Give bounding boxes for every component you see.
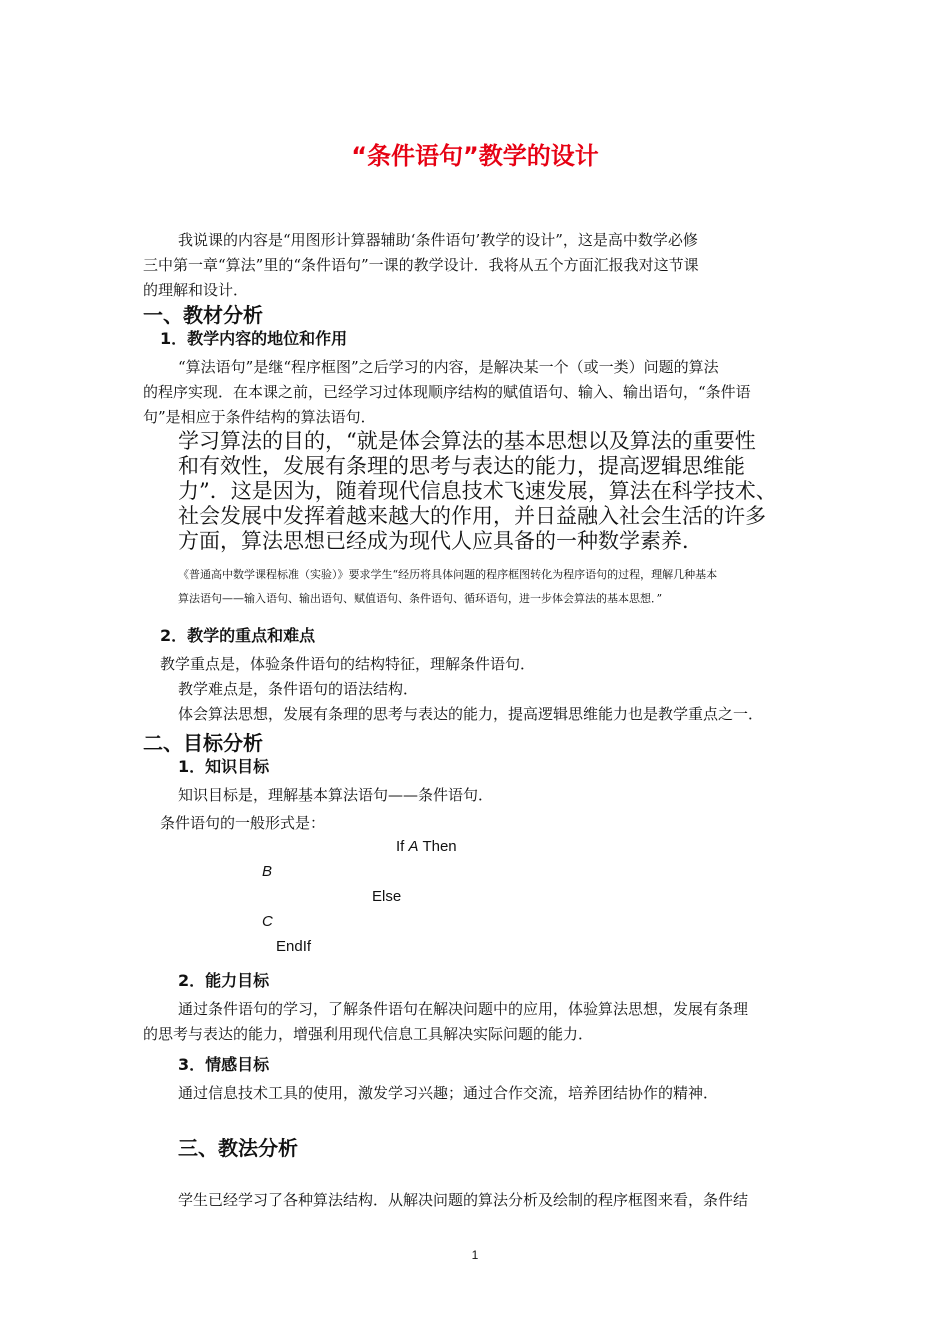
teaching-method-para: 学生已经学习了各种算法结构．从解决问题的算法分析及绘制的程序框图来看，条件结 bbox=[178, 1191, 749, 1209]
code-then-keyword: Then bbox=[422, 838, 457, 855]
emotion-goal: 通过信息技术工具的使用，激发学习兴趣；通过合作交流，培养团结协作的精神． bbox=[178, 1084, 719, 1102]
sec1-para1-line-1: “算法语句”是继“程序框图”之后学习的内容，是解决某一个（或一类）问题的算法 bbox=[178, 358, 719, 376]
code-statement-c: C bbox=[262, 913, 273, 930]
intro-line-2: 三中第一章“算法”里的“条件语句”一课的教学设计．我将从五个方面汇报我对这节课 bbox=[143, 256, 699, 274]
big-text-line-3: 力”．这是因为，随着现代信息技术飞速发展，算法在科学技术、 bbox=[178, 479, 777, 503]
standard-quote-line-1: 《普通高中数学课程标准（实验）》要求学生“经历将具体问题的程序框图转化为程序语句的过程，理解几种基本 bbox=[178, 568, 718, 581]
section-2-sub-1: 1．知识目标 bbox=[178, 757, 270, 776]
intro-line-1: 我说课的内容是“用图形计算器辅助‘条件语句’教学的设计”，这是高中数学必修 bbox=[178, 231, 698, 249]
code-else-keyword: Else bbox=[372, 888, 402, 905]
section-2-sub-2: 2．能力目标 bbox=[178, 971, 270, 990]
section-3-heading: 三、教法分析 bbox=[178, 1136, 298, 1160]
section-1-heading: 一、教材分析 bbox=[143, 303, 263, 327]
difficult-point: 教学难点是，条件语句的语法结构． bbox=[178, 680, 419, 698]
section-1-sub-2: 2．教学的重点和难点 bbox=[160, 626, 316, 645]
code-if-line bbox=[396, 838, 457, 855]
code-if-keyword: If bbox=[396, 838, 405, 855]
intro-line-3: 的理解和设计． bbox=[143, 281, 249, 299]
code-statement-b: B bbox=[262, 863, 273, 880]
big-text-line-4: 社会发展中发挥着越来越大的作用，并日益融入社会生活的许多 bbox=[178, 504, 766, 528]
section-1-sub-1: 1．教学内容的地位和作用 bbox=[160, 329, 348, 348]
sec1-para1-line-3: 句”是相应于条件结构的算法语句． bbox=[143, 408, 376, 426]
additional-key-point: 体会算法思想，发展有条理的思考与表达的能力，提高逻辑思维能力也是教学重点之一． bbox=[178, 705, 764, 723]
section-2-heading: 二、目标分析 bbox=[143, 731, 263, 755]
standard-quote-line-2: 算法语句——输入语句、输出语句、赋值语句、条件语句、循环语句，进一步体会算法的基本思想．” bbox=[178, 592, 663, 605]
ability-goal-line-1: 通过条件语句的学习，了解条件语句在解决问题中的应用，体验算法思想，发展有条理 bbox=[178, 1000, 749, 1018]
page-number: 1 bbox=[471, 1248, 479, 1262]
section-2-sub-3: 3．情感目标 bbox=[178, 1055, 270, 1074]
big-text-line-5: 方面，算法思想已经成为现代人应具备的一种数学素养． bbox=[178, 529, 703, 553]
code-endif-keyword: EndIf bbox=[276, 938, 312, 955]
sec1-para1-line-2: 的程序实现．在本课之前，已经学习过体现顺序结构的赋值语句、输入、输出语句，“条件语 bbox=[143, 383, 751, 401]
big-text-line-1: 学习算法的目的，“就是体会算法的基本思想以及算法的重要性 bbox=[178, 429, 756, 453]
code-condition-a: A bbox=[408, 838, 419, 855]
knowledge-goal: 知识目标是，理解基本算法语句——条件语句． bbox=[178, 786, 494, 804]
ability-goal-line-2: 的思考与表达的能力，增强利用现代信息工具解决实际问题的能力． bbox=[143, 1025, 594, 1043]
key-point: 教学重点是，体验条件语句的结构特征，理解条件语句． bbox=[160, 655, 536, 673]
document-title: “条件语句”教学的设计 bbox=[351, 142, 599, 170]
general-form-label: 条件语句的一般形式是： bbox=[160, 814, 326, 832]
big-text-line-2: 和有效性，发展有条理的思考与表达的能力，提高逻辑思维能 bbox=[178, 454, 745, 478]
